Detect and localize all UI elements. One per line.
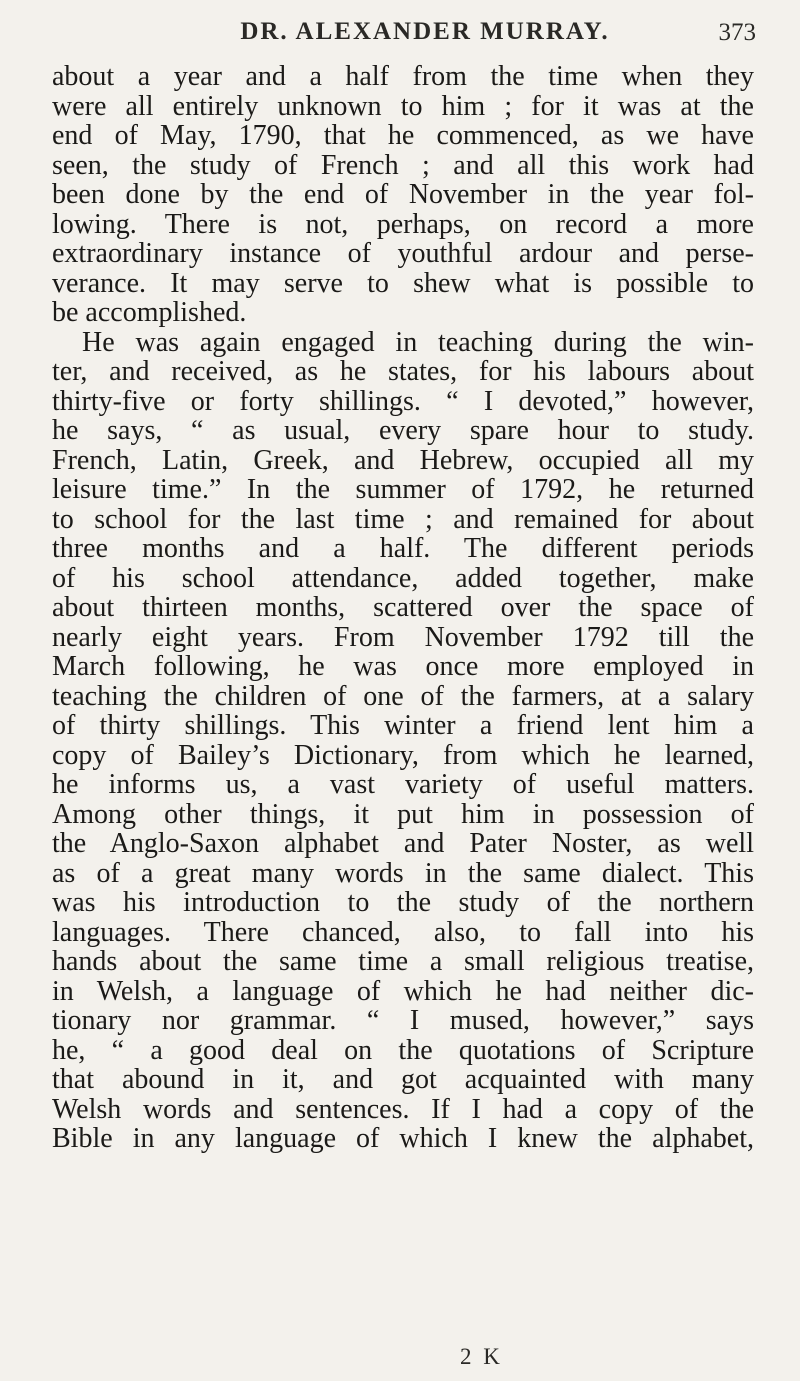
text-line: lowing. There is not, perhaps, on record a more xyxy=(52,209,754,239)
text-line: as of a great many words in the same dialect. This xyxy=(52,858,754,888)
text-line: Welsh words and sentences. If I had a copy of the xyxy=(52,1094,754,1124)
text-line: be accomplished. xyxy=(52,298,247,328)
text-line: of thirty shillings. This winter a friend lent him a xyxy=(52,711,754,741)
text-line: Bible in any language of which I knew the alphabet, xyxy=(52,1124,754,1154)
text-line: was his introduction to the study of the northern xyxy=(52,888,754,918)
text-line: verance. It may serve to shew what is possible to xyxy=(52,268,754,298)
text-line: seen, the study of French ; and all this work had xyxy=(52,150,754,180)
text-line: extraordinary instance of youthful ardour and perse- xyxy=(52,239,754,269)
text-line: the Anglo-Saxon alphabet and Pater Noster, as well xyxy=(52,829,754,859)
text-line: he, “ a good deal on the quotations of Scripture xyxy=(52,1035,754,1065)
text-line: March following, he was once more employed in xyxy=(52,652,754,682)
text-line: leisure time.” In the summer of 1792, he returned xyxy=(52,475,754,505)
text-line: Among other things, it put him in possession of xyxy=(52,799,754,829)
text-line: he informs us, a vast variety of useful matters. xyxy=(52,770,754,800)
text-line: ter, and received, as he states, for his labours about xyxy=(52,357,754,387)
text-line: three months and a half. The different periods xyxy=(52,534,754,564)
text-line: about thirteen months, scattered over the space of xyxy=(52,593,754,623)
text-line: nearly eight years. From November 1792 till the xyxy=(52,622,754,652)
text-line: about a year and a half from the time when they xyxy=(52,62,754,92)
text-line: were all entirely unknown to him ; for it was at the xyxy=(52,91,754,121)
body-text xyxy=(52,62,754,1154)
signature-mark: 2 K xyxy=(460,1344,503,1369)
text-line: he says, “ as usual, every spare hour to study. xyxy=(52,416,754,446)
text-line: in Welsh, a language of which he had neither dic- xyxy=(52,976,754,1006)
running-title: DR. ALEXANDER MURRAY. xyxy=(240,18,610,45)
text-line: thirty-five or forty shillings. “ I devoted,” however, xyxy=(52,386,754,416)
text-line: of his school attendance, added together, make xyxy=(52,563,754,593)
text-line: He was again engaged in teaching during the win- xyxy=(82,327,754,357)
text-line: French, Latin, Greek, and Hebrew, occupied all my xyxy=(52,445,754,475)
text-line: copy of Bailey’s Dictionary, from which he learned, xyxy=(52,740,754,770)
text-line: to school for the last time ; and remained for about xyxy=(52,504,754,534)
text-line: end of May, 1790, that he commenced, as we have xyxy=(52,121,754,151)
text-line: languages. There chanced, also, to fall into his xyxy=(52,917,754,947)
text-line: that abound in it, and got acquainted with many xyxy=(52,1065,754,1095)
page-number: 373 xyxy=(718,19,756,46)
text-line: been done by the end of November in the year fol- xyxy=(52,180,754,210)
text-line: hands about the same time a small religious treatise, xyxy=(52,947,754,977)
text-line: tionary nor grammar. “ I mused, however,” says xyxy=(52,1006,754,1036)
text-line: teaching the children of one of the farmers, at a salary xyxy=(52,681,754,711)
